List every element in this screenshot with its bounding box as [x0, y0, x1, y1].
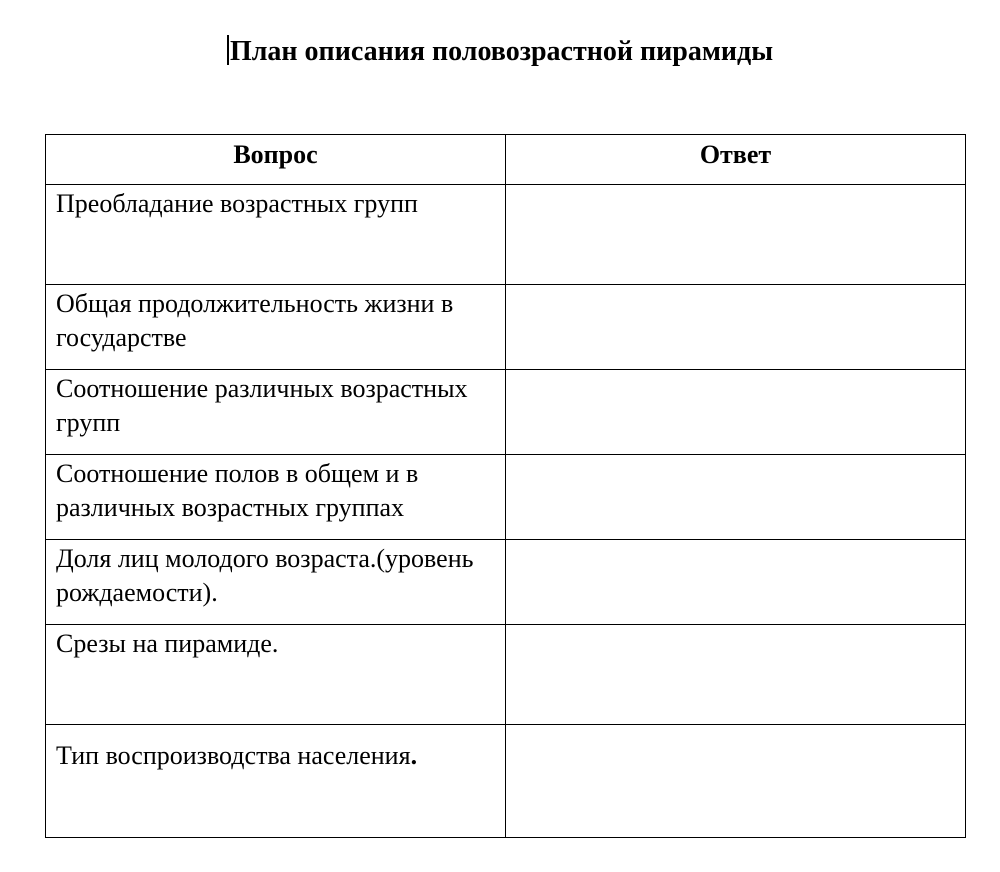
question-cell: Соотношение полов в общем и в различных возрастных группах — [46, 455, 506, 540]
table-row — [46, 185, 966, 285]
table-row — [46, 725, 966, 838]
table-header-row — [46, 135, 966, 185]
answer-cell[interactable] — [506, 625, 966, 725]
question-cell — [46, 725, 506, 838]
table-row — [46, 455, 966, 540]
document-title — [0, 34, 1000, 70]
table-row — [46, 540, 966, 625]
question-cell: Срезы на пирамиде. — [46, 625, 506, 725]
answer-cell[interactable] — [506, 725, 966, 838]
answer-cell[interactable] — [506, 285, 966, 370]
question-cell: Преобладание возрастных групп — [46, 185, 506, 285]
question-text: Тип воспроизводства населения — [56, 741, 411, 770]
answer-cell[interactable] — [506, 540, 966, 625]
answer-cell[interactable] — [506, 455, 966, 540]
question-suffix: . — [410, 741, 418, 770]
answer-cell[interactable] — [506, 370, 966, 455]
question-column-header: Вопрос — [46, 135, 506, 185]
table-row — [46, 625, 966, 725]
answer-cell[interactable] — [506, 185, 966, 285]
question-cell: Соотношение различных возрастных групп — [46, 370, 506, 455]
question-cell: Доля лиц молодого возраста.(уровень рождаемости). — [46, 540, 506, 625]
question-cell: Общая продолжительность жизни в государстве — [46, 285, 506, 370]
document-title-text: План описания половозрастной пирамиды — [229, 36, 774, 67]
pyramid-description-table — [45, 134, 966, 838]
text-cursor — [227, 35, 229, 65]
table-row — [46, 370, 966, 455]
answer-column-header: Ответ — [506, 135, 966, 185]
table-row — [46, 285, 966, 370]
